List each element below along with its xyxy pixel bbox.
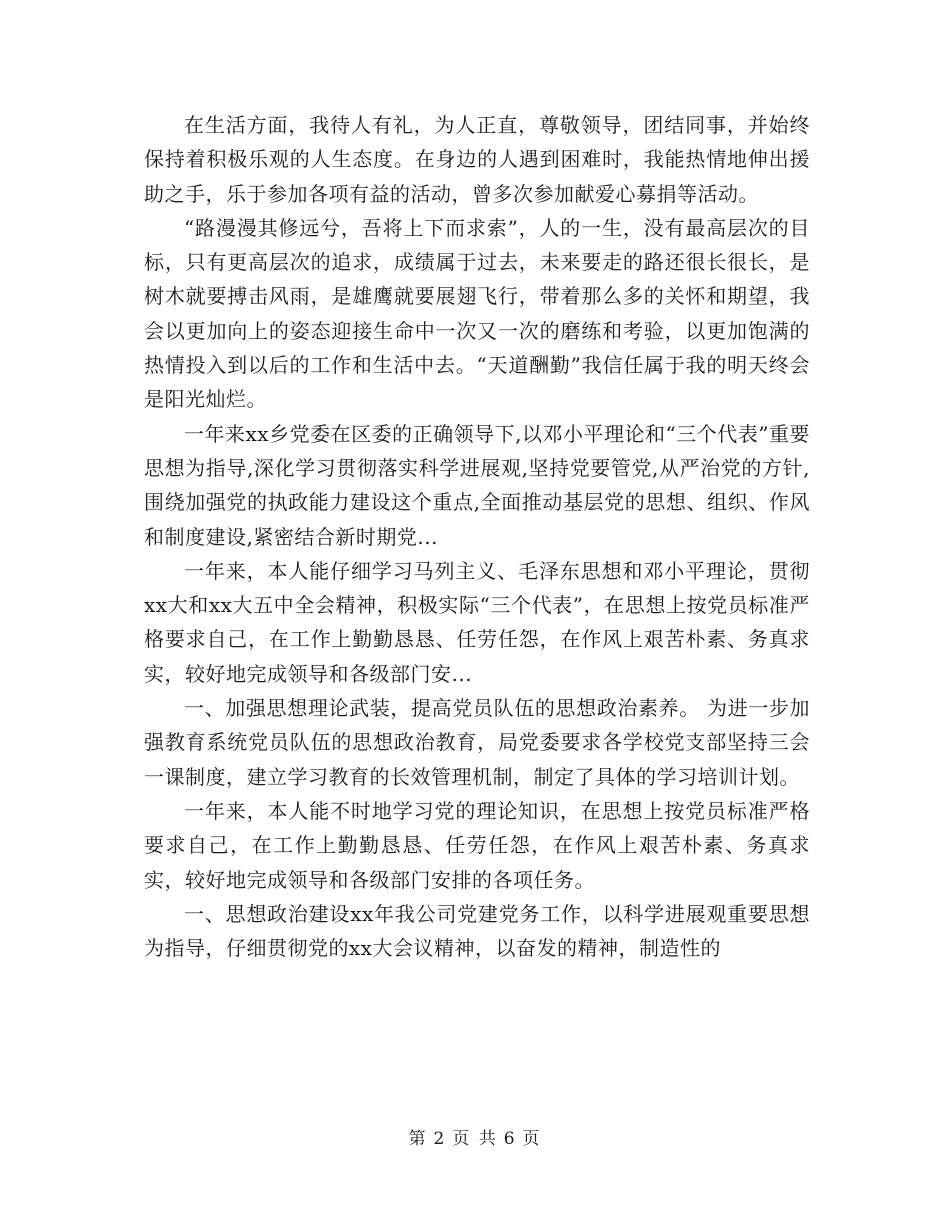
paragraph-life: 在生活方面，我待人有礼，为人正直，尊敬领导，团结同事，并始终保持着积极乐观的人生态度。在身边的人遇到困难时，我能热情地伸出援助之手，乐于参加各项有益的活动，曾多次参加献爱心募捐等活动。: [144, 113, 810, 206]
paragraph-party-knowledge: 一年来，本人能不时地学习党的理论知识，在思想上按党员标准严格要求自己，在工作上勤勤恳恳、任劳任怨，在作风上艰苦朴素、务真求实，较好地完成领导和各级部门安排的各项任务。: [144, 798, 810, 892]
footer-prefix: 第: [408, 1129, 428, 1149]
document-body: [144, 108, 810, 965]
footer-middle: 页 共: [452, 1129, 498, 1149]
total-pages: 6: [503, 1129, 517, 1149]
paragraph-study-marxism: 一年来，本人能仔细学习马列主义、毛泽东思想和邓小平理论，贯彻xx大和xx大五中全会精神，积极实际“三个代表”，在思想上按党员标准严格要求自己，在工作上勤勤恳恳、任劳任怨，在作风上艰苦朴素、务真求实，较好地完成领导和各级部门安...: [144, 558, 810, 686]
paragraph-political-building: 一、思想政治建设xx年我公司党建党务工作，以科学进展观重要思想为指导，仔细贯彻党的xx大会议精神，以奋发的精神，制造性的: [144, 901, 810, 961]
paragraph-party-committee: 一年来xx乡党委在区委的正确领导下,以邓小平理论和“三个代表”重要思想为指导,深化学习贯彻落实科学进展观,坚持党要管党,从严治党的方针,围绕加强党的执政能力建设这个重点,全面推动基层党的思想、组织、作风和制度建设,紧密结合新时期党...: [144, 421, 810, 549]
page-footer: [0, 1124, 950, 1149]
footer-suffix: 页: [522, 1129, 542, 1149]
paragraph-quote: “路漫漫其修远兮，吾将上下而求索”，人的一生，没有最高层次的目标，只有更高层次的追求，成绩属于过去，未来要走的路还很长很长，是树木就要搏击风雨，是雄鹰就要展翅飞行，带着那么多的关怀和期望，我会以更加向上的姿态迎接生命中一次又一次的磨练和考验，以更加饱满的热情投入到以后的工作和生活中去。“天道酬勤”我信任属于我的明天终会是阳光灿烂。: [144, 215, 810, 412]
page-number: 2: [433, 1129, 447, 1149]
paragraph-theory-armament: 一、加强思想理论武装，提高党员队伍的思想政治素养。 为进一步加强教育系统党员队伍的思想政治教育，局党委要求各学校党支部坚持三会一课制度，建立学习教育的长效管理机制，制定了具体的学习培训计划。: [144, 696, 810, 789]
